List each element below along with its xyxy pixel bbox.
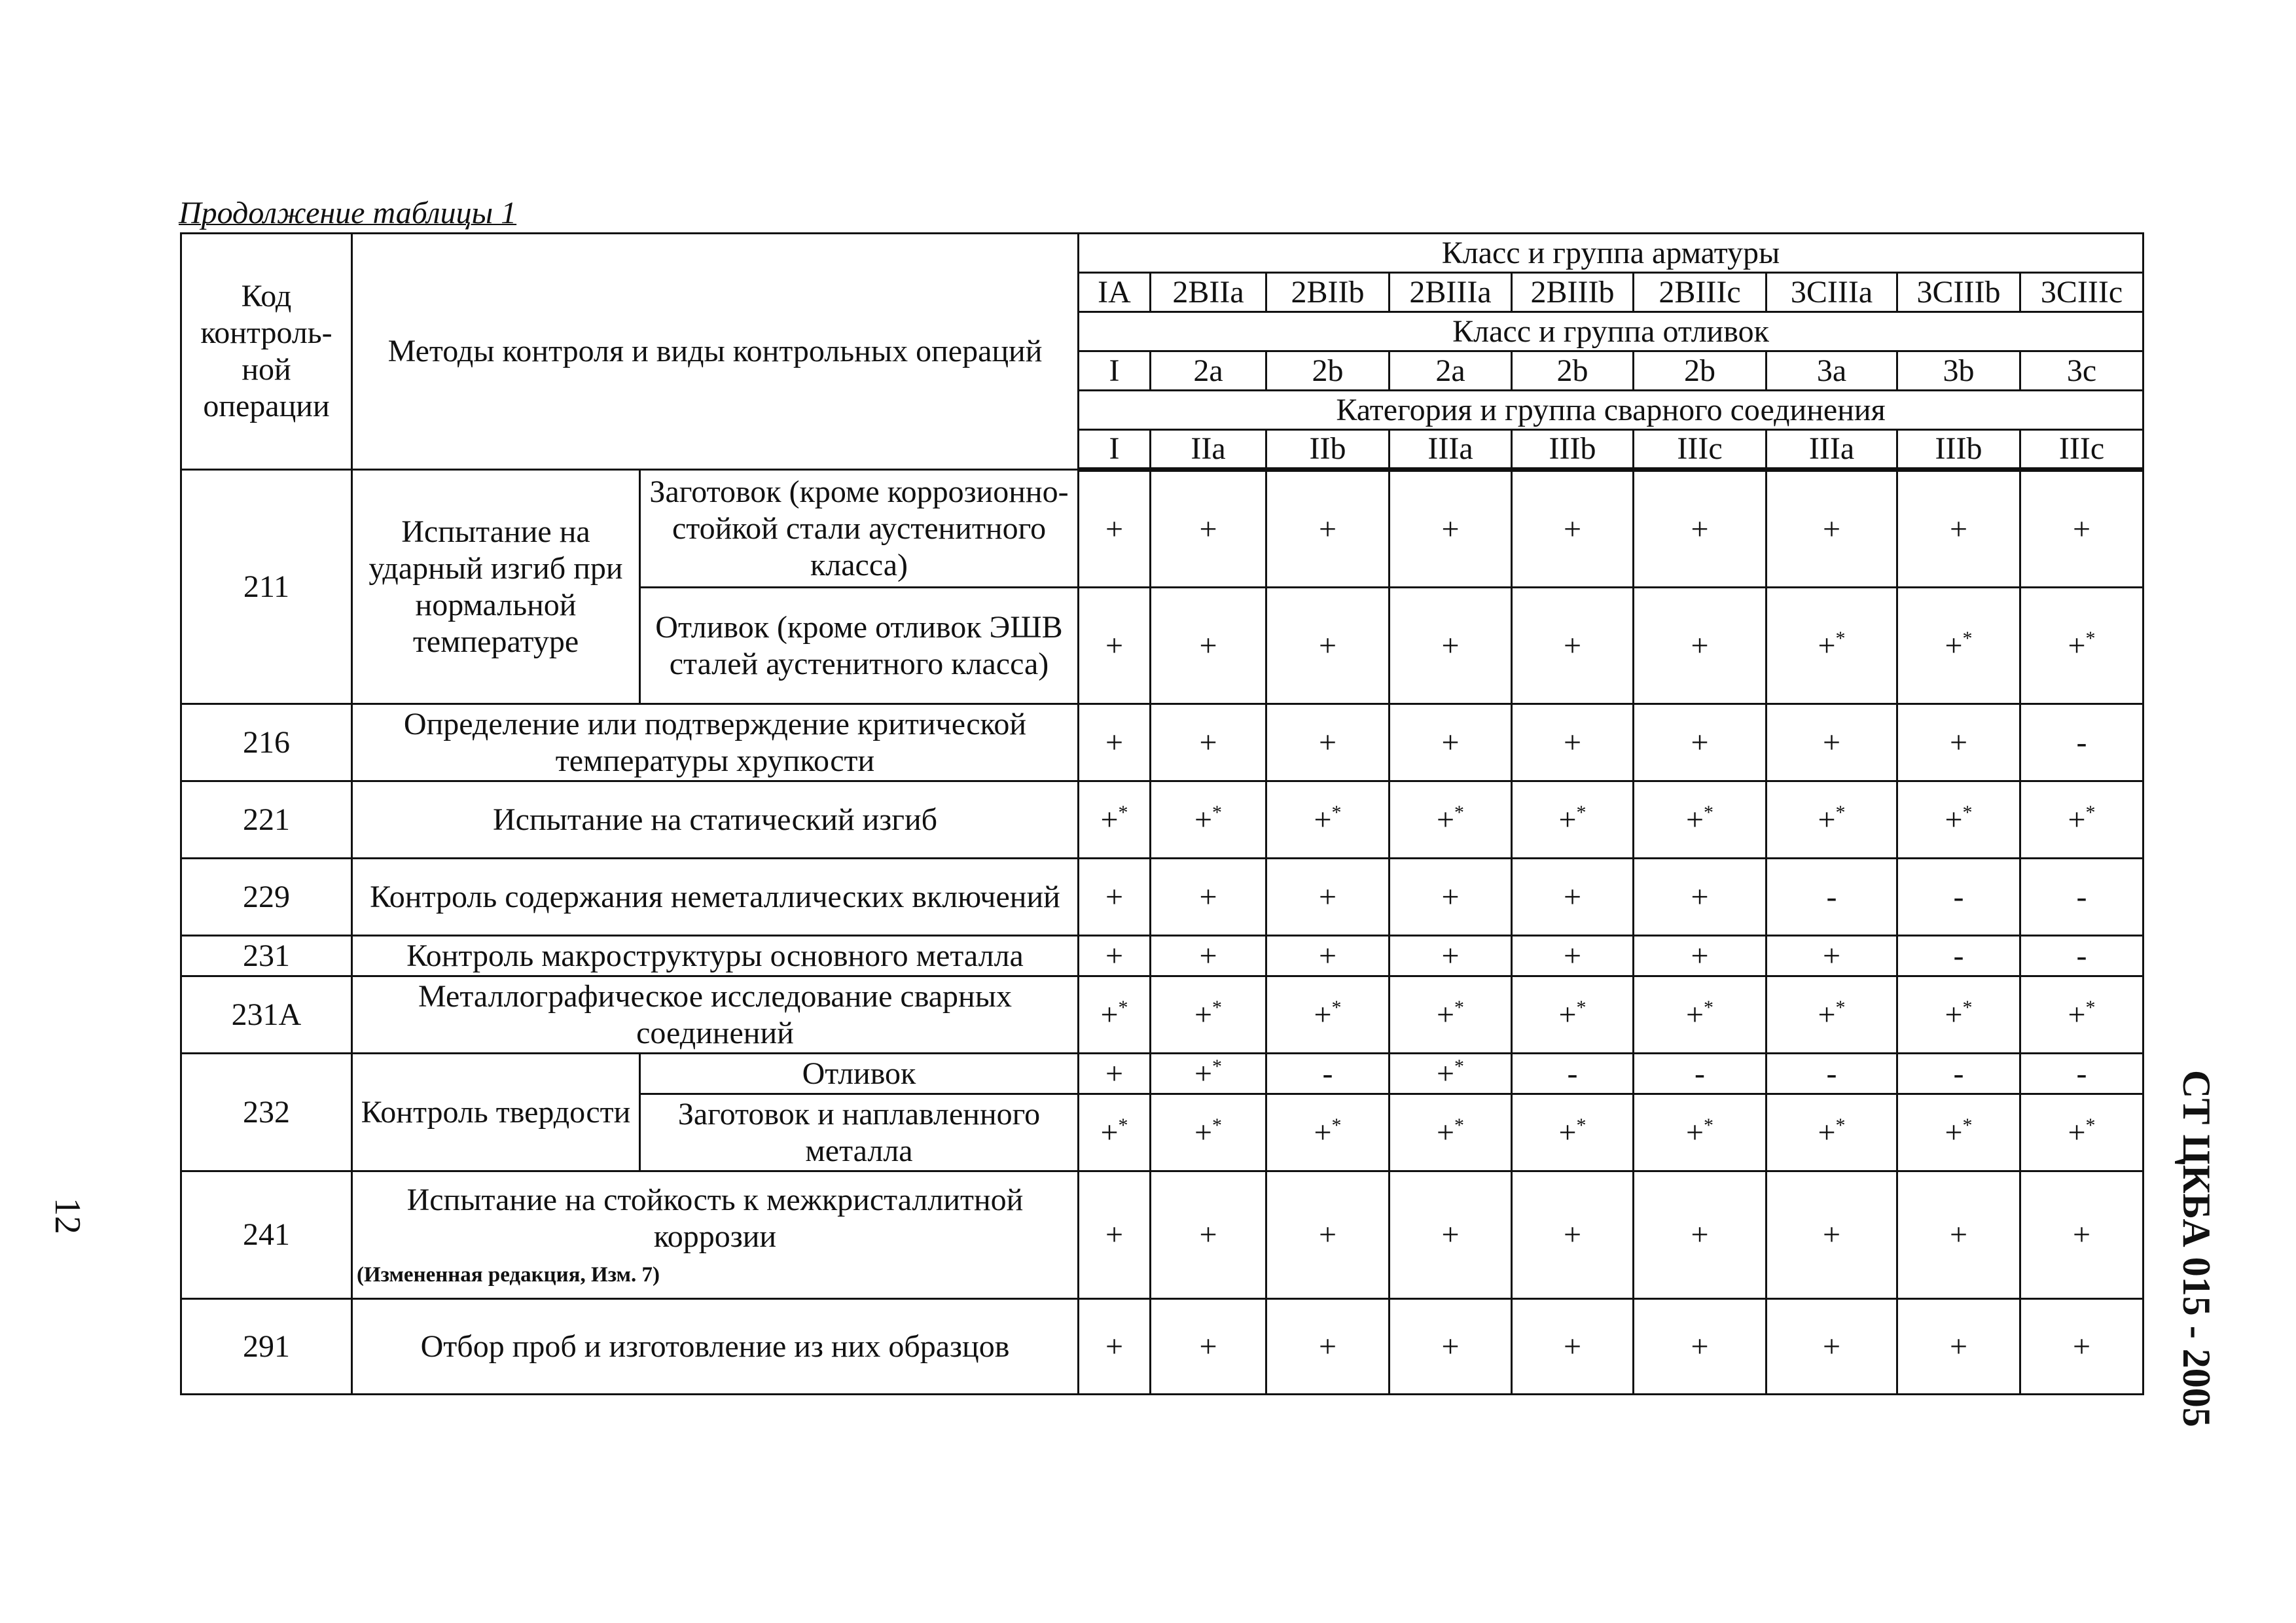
value-cell: + (1390, 588, 1512, 704)
footnote-asterisk: * (1835, 1114, 1846, 1136)
value-mark: + (1314, 802, 1332, 837)
value-mark: + (1685, 997, 1704, 1032)
value-cell (1390, 1054, 1512, 1094)
value-mark: + (1194, 997, 1213, 1032)
value-cell: + (1634, 859, 1767, 936)
weld-category-header: Категория и группа сварного соединения (1079, 391, 2144, 430)
value-cell (1151, 781, 1266, 859)
castings-group-cell: I (1079, 351, 1151, 391)
value-mark: + (1100, 997, 1119, 1032)
value-cell (2020, 781, 2144, 859)
weld-group-cell: IIb (1266, 430, 1390, 470)
footnote-asterisk: * (2085, 1114, 2096, 1136)
footnote-asterisk: * (1454, 1114, 1465, 1136)
castings-group-cell: 3c (2020, 351, 2144, 391)
operation-code: 216 (181, 704, 352, 781)
value-cell: + (1151, 470, 1266, 588)
value-mark: + (1436, 1115, 1455, 1150)
operation-subtype: Заготовок и наплавленного металла (640, 1094, 1079, 1171)
value-cell: + (1767, 1171, 1897, 1299)
castings-group-cell: 2b (1266, 351, 1390, 391)
value-cell (1266, 976, 1390, 1054)
table-row (181, 704, 2144, 781)
value-cell: + (1512, 1171, 1634, 1299)
value-cell: - (2020, 859, 2144, 936)
castings-group-cell: 3b (1897, 351, 2020, 391)
value-mark: + (1818, 997, 1836, 1032)
footnote-asterisk: * (1331, 801, 1342, 823)
operation-name-text: Испытание на статический изгиб (492, 802, 938, 837)
value-cell: + (1151, 1299, 1266, 1395)
value-cell: + (1897, 470, 2020, 588)
value-cell: + (1079, 1171, 1151, 1299)
operation-code: 231 (181, 936, 352, 976)
value-cell: + (1512, 1299, 1634, 1395)
footnote-asterisk: * (1212, 996, 1223, 1018)
value-cell: + (1767, 1299, 1897, 1395)
value-cell: + (1390, 1171, 1512, 1299)
value-cell: + (1079, 1054, 1151, 1094)
operation-subtype: Заготовок (кроме коррозионно-стойкой стали аустенитного класса) (640, 470, 1079, 588)
value-cell: + (1897, 704, 2020, 781)
value-cell: + (1151, 588, 1266, 704)
value-cell (2020, 1094, 2144, 1171)
value-mark: + (1194, 1056, 1213, 1091)
value-cell: + (1151, 859, 1266, 936)
value-cell (1079, 976, 1151, 1054)
value-mark: + (1194, 1115, 1213, 1150)
armature-group-cell: IA (1079, 273, 1151, 312)
value-mark: + (1558, 1115, 1577, 1150)
operation-name-text: Определение или подтверждение критической температуры хрупкости (403, 706, 1027, 778)
code-column-header: Код контроль-ной операции (181, 234, 352, 470)
footnote-asterisk: * (1454, 996, 1465, 1018)
operation-code: 221 (181, 781, 352, 859)
value-mark: + (1436, 997, 1455, 1032)
value-cell (1512, 976, 1634, 1054)
operation-name (352, 1299, 1079, 1395)
operation-code: 231А (181, 976, 352, 1054)
value-mark: + (1558, 802, 1577, 837)
footnote-asterisk: * (1454, 1055, 1465, 1077)
value-cell (1390, 976, 1512, 1054)
footnote-asterisk: * (1454, 801, 1465, 823)
footnote-asterisk: * (1212, 1055, 1223, 1077)
value-mark: + (1100, 1115, 1119, 1150)
footnote-asterisk: * (1118, 996, 1128, 1018)
operation-code: 229 (181, 859, 352, 936)
operation-group: Испытание на ударный изгиб при нормальной температуре (352, 470, 640, 704)
castings-group-cell: 2a (1151, 351, 1266, 391)
value-cell (1897, 1094, 2020, 1171)
value-cell: - (1897, 859, 2020, 936)
table-row (181, 936, 2144, 976)
value-cell (1897, 976, 2020, 1054)
value-mark: + (1314, 997, 1332, 1032)
value-cell: + (1079, 470, 1151, 588)
operation-name (352, 936, 1079, 976)
value-cell: + (1390, 1299, 1512, 1395)
footnote-asterisk: * (1212, 1114, 1223, 1136)
value-cell (1767, 588, 1897, 704)
value-cell: + (1512, 588, 1634, 704)
castings-group-cell: 2b (1512, 351, 1634, 391)
table-row (181, 976, 2144, 1054)
value-cell: - (1897, 1054, 2020, 1094)
footnote-asterisk: * (1962, 801, 1973, 823)
value-cell: + (1266, 1299, 1390, 1395)
armature-group-cell: 2BIIIb (1512, 273, 1634, 312)
value-cell: - (1634, 1054, 1767, 1094)
table-row (181, 781, 2144, 859)
value-cell (1079, 1094, 1151, 1171)
weld-group-cell: IIIc (1634, 430, 1767, 470)
value-cell: + (1079, 859, 1151, 936)
value-cell: + (1266, 704, 1390, 781)
value-cell: + (1634, 936, 1767, 976)
footnote-asterisk: * (1704, 801, 1714, 823)
operation-name-text: Испытание на стойкость к межкристаллитной коррозии (406, 1183, 1024, 1254)
value-cell: + (1266, 1171, 1390, 1299)
value-cell (1767, 781, 1897, 859)
value-cell: + (2020, 1171, 2144, 1299)
operation-code: 232 (181, 1054, 352, 1171)
value-cell: + (1512, 704, 1634, 781)
value-cell (1079, 781, 1151, 859)
footnote-asterisk: * (1212, 801, 1223, 823)
value-cell (1897, 781, 2020, 859)
footnote-asterisk: * (1962, 627, 1973, 649)
value-cell: - (1897, 936, 2020, 976)
footnote-asterisk: * (1576, 1114, 1587, 1136)
operation-name (352, 704, 1079, 781)
value-mark: + (1945, 1115, 1963, 1150)
armature-group-cell: 3CIIIb (1897, 273, 2020, 312)
value-cell (1390, 1094, 1512, 1171)
value-mark: + (2068, 1115, 2086, 1150)
footnote-asterisk: * (1835, 996, 1846, 1018)
value-cell: + (1390, 470, 1512, 588)
weld-group-cell: I (1079, 430, 1151, 470)
value-cell: + (2020, 1299, 2144, 1395)
operation-code: 291 (181, 1299, 352, 1395)
value-cell (1512, 1094, 1634, 1171)
armature-group-cell: 2BIIa (1151, 273, 1266, 312)
value-cell (1266, 781, 1390, 859)
standard-code: СТ ЦКБА 015 - 2005 (2175, 1070, 2218, 1427)
value-cell: - (1512, 1054, 1634, 1094)
footnote-asterisk: * (1118, 1114, 1128, 1136)
table-row (181, 1299, 2144, 1395)
value-mark: + (1685, 802, 1704, 837)
castings-class-header: Класс и группа отливок (1079, 312, 2144, 351)
value-mark: + (1818, 1115, 1836, 1150)
operation-name-text: Контроль макроструктуры основного металла (406, 938, 1024, 973)
value-cell: + (1079, 704, 1151, 781)
value-mark: + (1436, 1056, 1455, 1091)
operation-name (352, 781, 1079, 859)
footnote-asterisk: * (1835, 627, 1846, 649)
value-cell: - (1266, 1054, 1390, 1094)
value-cell (1390, 781, 1512, 859)
value-mark: + (1945, 628, 1963, 663)
weld-group-cell: IIIa (1767, 430, 1897, 470)
value-cell: + (1897, 1171, 2020, 1299)
operation-code: 241 (181, 1171, 352, 1299)
armature-class-header: Класс и группа арматуры (1079, 234, 2144, 273)
value-mark: + (1100, 802, 1119, 837)
value-cell (1512, 781, 1634, 859)
operation-code: 211 (181, 470, 352, 704)
value-cell: + (1897, 1299, 2020, 1395)
value-mark: + (2068, 802, 2086, 837)
value-cell: + (1266, 936, 1390, 976)
methods-column-header: Методы контроля и виды контрольных операций (352, 234, 1079, 470)
weld-group-cell: IIa (1151, 430, 1266, 470)
weld-group-cell: IIIb (1512, 430, 1634, 470)
value-mark: + (1945, 802, 1963, 837)
value-cell: + (1512, 859, 1634, 936)
operation-group: Контроль твердости (352, 1054, 640, 1171)
value-cell: + (1390, 859, 1512, 936)
value-cell: + (1079, 588, 1151, 704)
table-row (181, 1171, 2144, 1299)
value-cell (2020, 588, 2144, 704)
value-cell: - (1767, 859, 1897, 936)
value-cell: - (1767, 1054, 1897, 1094)
value-cell (1151, 976, 1266, 1054)
armature-group-cell: 3CIIIa (1767, 273, 1897, 312)
value-cell: - (2020, 704, 2144, 781)
weld-group-cell: IIIa (1390, 430, 1512, 470)
value-cell: + (1512, 470, 1634, 588)
castings-group-cell: 2b (1634, 351, 1767, 391)
value-cell: + (1767, 936, 1897, 976)
armature-group-cell: 2BIIb (1266, 273, 1390, 312)
value-cell: + (1390, 936, 1512, 976)
value-mark: + (1945, 997, 1963, 1032)
control-operations-table (180, 232, 2144, 1395)
header-row-armature-title (181, 234, 2144, 273)
value-cell (1266, 1094, 1390, 1171)
footnote-asterisk: * (1704, 996, 1714, 1018)
weld-group-cell: IIIb (1897, 430, 2020, 470)
value-cell: + (1151, 1171, 1266, 1299)
value-cell: + (1512, 936, 1634, 976)
revision-note: (Измененная редакция, Изм. 7) (357, 1263, 660, 1287)
value-cell (1151, 1054, 1266, 1094)
value-mark: + (1818, 802, 1836, 837)
value-mark: + (1194, 802, 1213, 837)
value-mark: + (1685, 1115, 1704, 1150)
value-cell: + (1266, 470, 1390, 588)
value-cell (1634, 976, 1767, 1054)
operation-name (352, 859, 1079, 936)
footnote-asterisk: * (2085, 627, 2096, 649)
table-row (181, 859, 2144, 936)
armature-group-cell: 3CIIIc (2020, 273, 2144, 312)
value-cell: + (1079, 936, 1151, 976)
value-mark: + (1436, 802, 1455, 837)
armature-group-cell: 2BIIIc (1634, 273, 1767, 312)
operation-name-text: Металлографическое исследование сварных соединений (418, 978, 1012, 1050)
value-cell: + (1767, 704, 1897, 781)
value-cell: + (1079, 1299, 1151, 1395)
value-cell (1151, 1094, 1266, 1171)
value-mark: + (2068, 628, 2086, 663)
value-cell: + (1266, 588, 1390, 704)
value-cell: + (1634, 1171, 1767, 1299)
value-cell: + (1634, 588, 1767, 704)
weld-group-cell: IIIc (2020, 430, 2144, 470)
value-cell: - (2020, 936, 2144, 976)
operation-subtype: Отливок (кроме отливок ЭШВ сталей аустенитного класса) (640, 588, 1079, 704)
value-cell: + (1151, 704, 1266, 781)
footnote-asterisk: * (1576, 801, 1587, 823)
footnote-asterisk: * (2085, 801, 2096, 823)
castings-group-cell: 2a (1390, 351, 1512, 391)
value-cell: - (2020, 1054, 2144, 1094)
operation-subtype: Отливок (640, 1054, 1079, 1094)
footnote-asterisk: * (1704, 1114, 1714, 1136)
footnote-asterisk: * (2085, 996, 2096, 1018)
table-caption: Продолжение таблицы 1 (179, 196, 517, 230)
footnote-asterisk: * (1962, 1114, 1973, 1136)
footnote-asterisk: * (1576, 996, 1587, 1018)
value-mark: + (1558, 997, 1577, 1032)
value-cell (1767, 976, 1897, 1054)
value-mark: + (1314, 1115, 1332, 1150)
value-cell: + (1266, 859, 1390, 936)
value-cell: + (2020, 470, 2144, 588)
value-cell: + (1390, 704, 1512, 781)
page-number: 12 (47, 1198, 88, 1234)
operation-name-text: Отбор проб и изготовление из них образцов (420, 1329, 1010, 1364)
value-cell (1634, 1094, 1767, 1171)
value-cell (1767, 1094, 1897, 1171)
value-mark: + (1818, 628, 1836, 663)
footnote-asterisk: * (1331, 1114, 1342, 1136)
operation-name (352, 976, 1079, 1054)
footnote-asterisk: * (1331, 996, 1342, 1018)
value-cell: + (1151, 936, 1266, 976)
operation-name (352, 1171, 1079, 1299)
footnote-asterisk: * (1962, 996, 1973, 1018)
value-cell (1897, 588, 2020, 704)
value-cell (2020, 976, 2144, 1054)
operation-name-text: Контроль содержания неметаллических включений (370, 879, 1060, 914)
value-cell: + (1767, 470, 1897, 588)
value-cell: + (1634, 704, 1767, 781)
footnote-asterisk: * (1118, 801, 1128, 823)
castings-group-cell: 3a (1767, 351, 1897, 391)
footnote-asterisk: * (1835, 801, 1846, 823)
table-row (181, 470, 2144, 588)
table-row (181, 1054, 2144, 1094)
armature-group-cell: 2BIIIa (1390, 273, 1512, 312)
value-cell: + (1634, 470, 1767, 588)
value-mark: + (2068, 997, 2086, 1032)
value-cell: + (1634, 1299, 1767, 1395)
value-cell (1634, 781, 1767, 859)
